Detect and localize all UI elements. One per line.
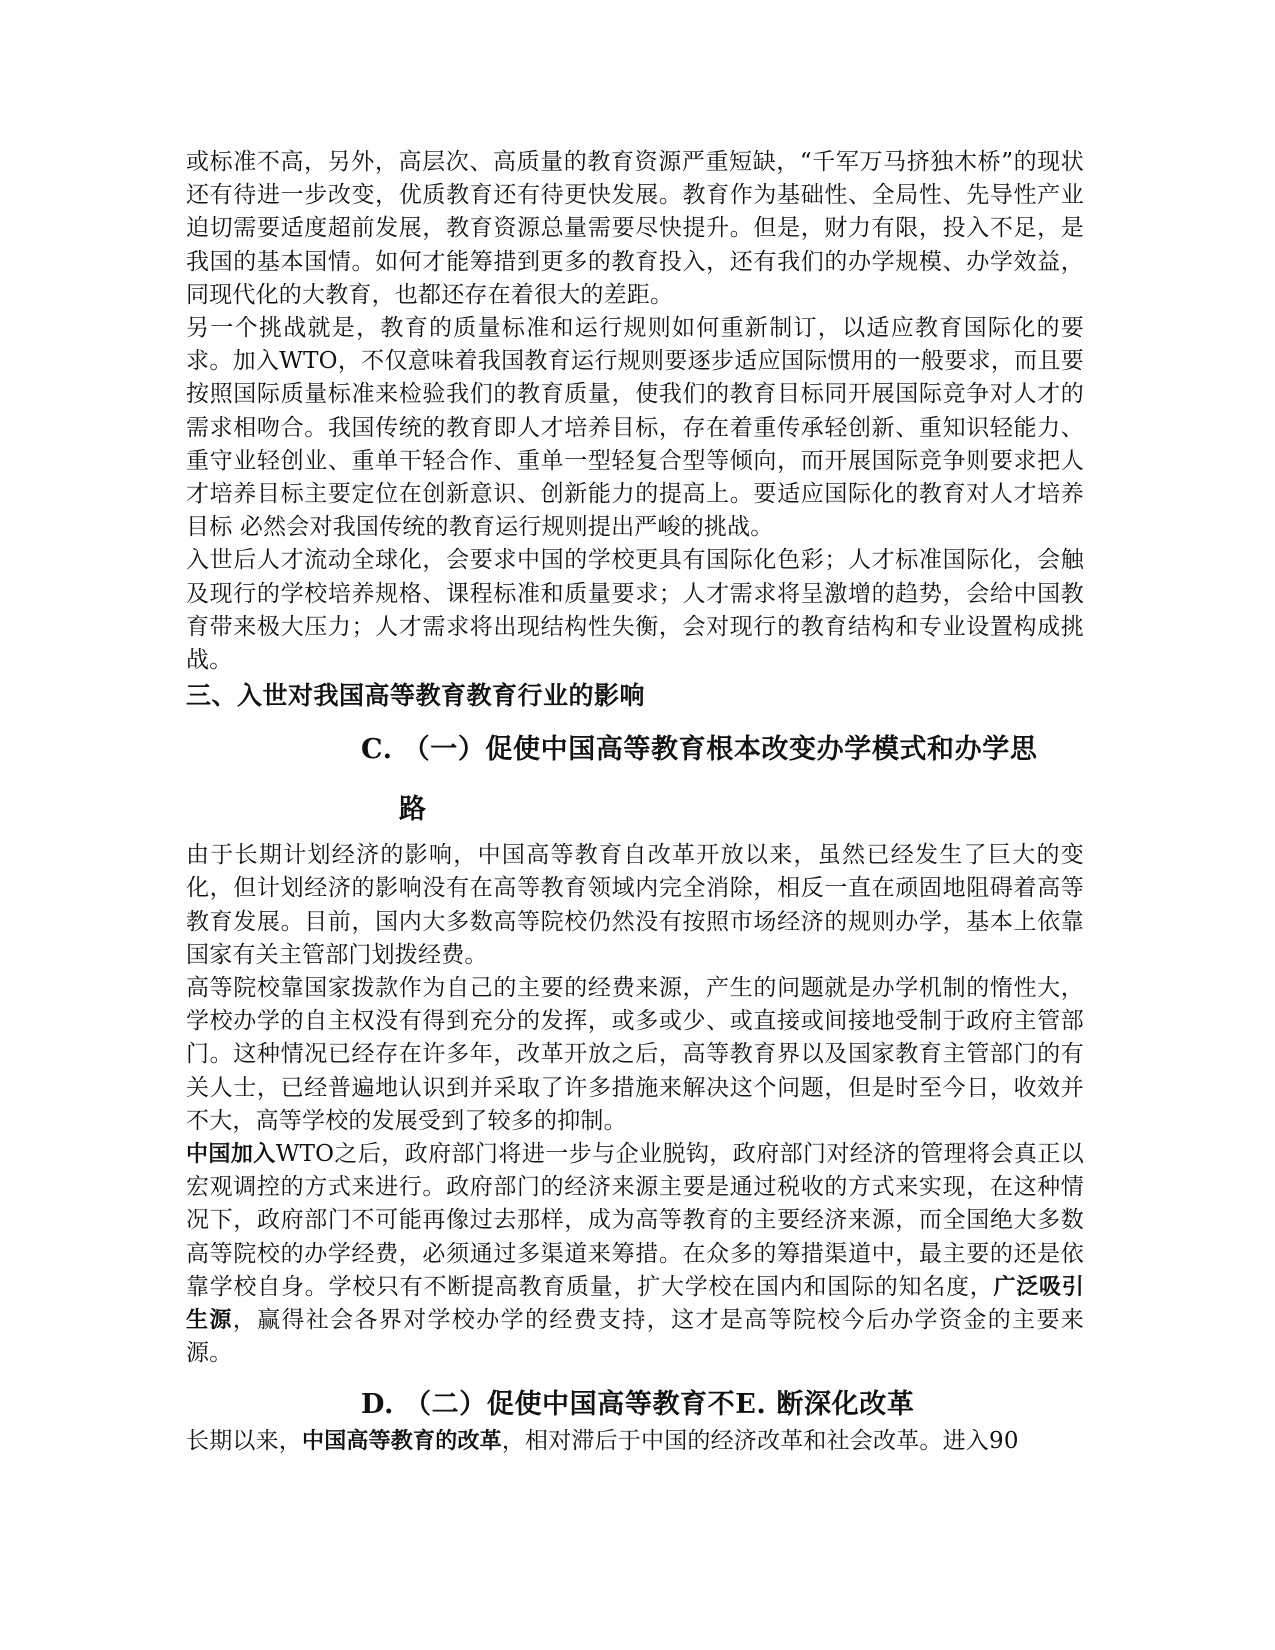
document-page <box>186 146 1084 1458</box>
subsection-heading-2: D. （二）促使中国高等教育不E. 断深化改革 <box>361 1388 915 1420</box>
paragraph-quality-standards: 另一个挑战就是，教育的质量标准和运行规则如何重新制订，以适应教育国际化的要求。加入WTO，不仅意味着我国教育运行规则要逐步适应国际惯用的一般要求，而且要按照国际质量标准来检验我们的教育质量，使我们的教育目标同开展国际竞争对人才的需求相吻合。我国传统的教育即人才培养目标，存在着重传承轻创新、重知识轻能力、重守业轻创业、重单干轻合作、重单一型轻复合型等倾向，而开展国际竞争则要求把人才培养目标主要定位在创新意识、创新能力的提高上。要适应国际化的教育对人才培养目标 必然会对我国传统的教育运行规则提出严峻的挑战。 <box>186 315 1084 541</box>
paragraph-planned-economy: 由于长期计划经济的影响，中国高等教育自改革开放以来，虽然已经发生了巨大的变化，但计划经济的影响没有在高等教育领域内完全消除，相反一直在顽固地阻碍着高等教育发展。目前，国内大多数高等院校仍然没有按照市场经济的规则办学，基本上依靠国家有关主管部门划拨经费。 <box>186 842 1084 968</box>
paragraph-reform-lag <box>186 1425 1084 1458</box>
bold-phrase-higher-ed-reform: 中国高等教育的改革 <box>302 1428 502 1454</box>
paragraph-reform-lag-text-a: 长期以来， <box>186 1427 302 1454</box>
paragraph-education-resources: 或标准不高，另外，高层次、高质量的教育资源严重短缺，“千军万马挤独木桥”的现状还有待进一步改变，优质教育还有待更快发展。教育作为基础性、全局性、先导性产业迫切需要适度超前发展，教育资源总量需要尽快提升。但是，财力有限，投入不足，是我国的基本国情。如何才能筹措到更多的教育投入，还有我们的办学规模、办学效益，同现代化的大教育，也都还存在着很大的差距。 <box>186 149 1084 308</box>
bold-phrase-china-joins: 中国加入 <box>186 1142 276 1168</box>
subsection-heading-1 <box>186 725 1084 835</box>
paragraph-after-wto-text-a: WTO之后，政府部门将进一步与企业脱钩，政府部门对经济的管理将会真正以宏观调控的方式来进行。政府部门的经济来源主要是通过税收的方式来实现，在这种情况下，政府部门不可能再像过去那样，成为高等教育的主要经济来源，而全国绝大多数高等院校的办学经费，必须通过多渠道来筹措。在众多的筹措渠道中，最主要的还是依靠学校自身。学校只有不断提高教育质量，扩大学校在国内和国际的知名度， <box>186 1141 1084 1300</box>
bold-phrase-attract-students: 广泛吸引生源 <box>186 1274 1084 1334</box>
paragraph-reform-lag-text-b: ，相对滞后于中国的经济改革和社会改革。进入90 <box>501 1427 1019 1454</box>
paragraph-after-wto-text-b: ，赢得社会各界对学校办学的经费支持，这才是高等院校今后办学资金的主要来源。 <box>186 1307 1085 1367</box>
section-heading-3: 三、入世对我国高等教育教育行业的影响 <box>186 681 646 711</box>
subsection-heading-1-line1: C. （一）促使中国高等教育根本改变办学模式和办学思 <box>361 734 1038 766</box>
subsection-heading-1-line2: 路 <box>399 794 427 826</box>
paragraph-talent-globalization: 入世后人才流动全球化，会要求中国的学校更具有国际化色彩；人才标准国际化，会触及现行的学校培养规格、课程标准和质量要求；人才需求将呈激增的趋势，会给中国教育带来极大压力；人才需求将出现结构性失衡，会对现行的教育结构和专业设置构成挑战。 <box>186 547 1084 674</box>
paragraph-after-wto <box>186 1138 1084 1370</box>
paragraph-state-funding: 高等院校靠国家拨款作为自己的主要的经费来源，产生的问题就是办学机制的惰性大，学校办学的自主权没有得到充分的发挥，或多或少、或直接或间接地受制于政府主管部门。这种情况已经存在许多年，改革开放之后，高等教育界以及国家教育主管部门的有关人士，已经普遍地认识到并采取了许多措施来解决这个问题，但是时至今日，收效并不大，高等学校的发展受到了较多的抑制。 <box>186 975 1084 1134</box>
